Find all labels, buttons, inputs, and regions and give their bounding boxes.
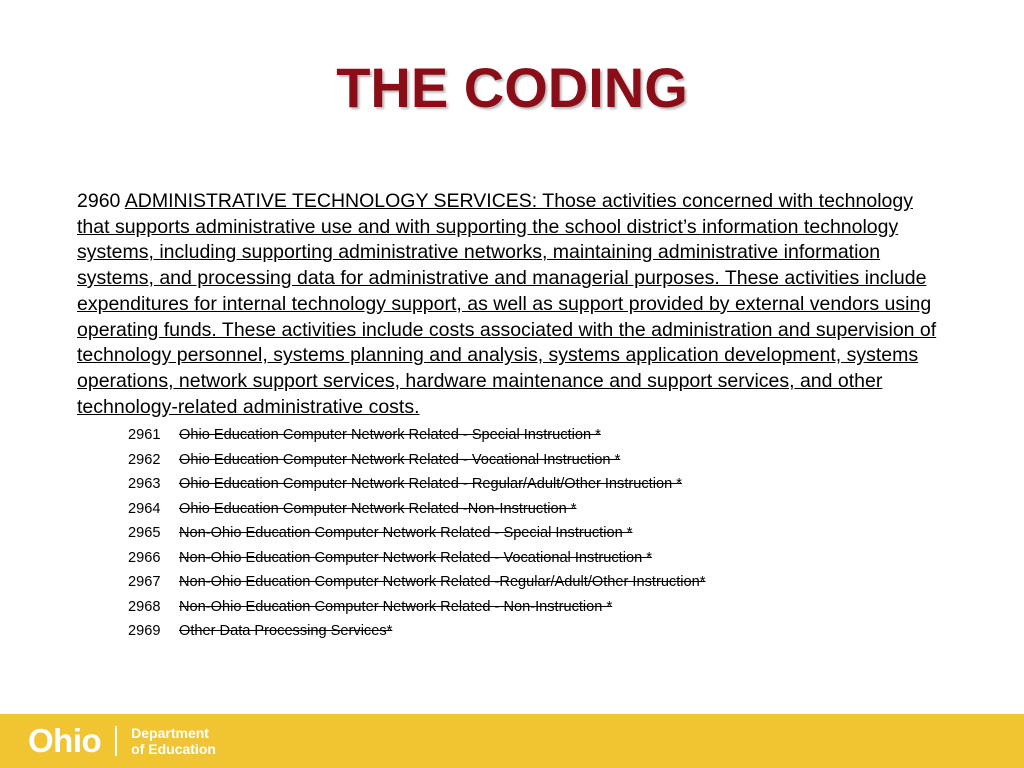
department-name [131, 725, 216, 757]
sub-item-label: Ohio Education Computer Network Related - Special Instruction * [179, 427, 601, 444]
sub-item [128, 497, 947, 522]
ohio-education-logo [28, 723, 216, 759]
sub-item-label: Non-Ohio Education Computer Network Related - Special Instruction * [179, 525, 633, 542]
sub-item-code: 2963 [128, 476, 161, 493]
sub-item-code: 2965 [128, 525, 161, 542]
sub-item [128, 570, 947, 595]
sub-item [128, 448, 947, 473]
ohio-wordmark: Ohio [28, 722, 102, 759]
department-line-1: Department [131, 725, 209, 741]
sub-item-label: Ohio Education Computer Network Related - Vocational Instruction * [179, 451, 621, 468]
sub-item-code: 2968 [128, 598, 161, 615]
sub-item-code: 2967 [128, 574, 161, 591]
sub-item-label: Non-Ohio Education Computer Network Related -Regular/Adult/Other Instruction* [179, 574, 706, 591]
logo-divider [115, 726, 117, 756]
department-line-2: of Education [131, 741, 216, 757]
sub-item [128, 546, 947, 571]
main-item-code: 2960 [77, 190, 121, 212]
main-item-description: ADMINISTRATIVE TECHNOLOGY SERVICES: Those activities concerned with technology that supports administrative use and with supporting the school district’s information technology systems, including supporting administrative networks, maintaining administrative information systems, and processing data for administrative and managerial purposes. These activities include expenditures for internal technology support, as well as support provided by external vendors using operating funds. These activities include costs associated with the administration and supervision of technology personnel, systems planning and analysis, systems application development, systems operations, network support services, hardware maintenance and support services, and other technology-related administrative costs. [77, 190, 937, 418]
sub-item-code: 2961 [128, 427, 161, 444]
sub-item-label: Ohio Education Computer Network Related - Regular/Adult/Other Instruction * [179, 476, 682, 493]
footer-bar [0, 714, 1024, 768]
sub-item-list [128, 423, 947, 644]
slide-content [77, 189, 947, 644]
sub-item-code: 2966 [128, 549, 161, 566]
sub-item-code: 2969 [128, 623, 161, 640]
sub-item [128, 595, 947, 620]
sub-item [128, 472, 947, 497]
sub-item [128, 619, 947, 644]
sub-item-code: 2964 [128, 500, 161, 517]
sub-item-label: Other Data Processing Services* [179, 623, 393, 640]
sub-item-label: Non-Ohio Education Computer Network Related - Vocational Instruction * [179, 549, 652, 566]
sub-item-code: 2962 [128, 451, 161, 468]
sub-item-label: Non-Ohio Education Computer Network Related - Non-Instruction * [179, 598, 613, 615]
main-item [77, 189, 947, 420]
sub-item [128, 521, 947, 546]
sub-item [128, 423, 947, 448]
slide-title: THE CODING [336, 56, 688, 119]
sub-item-label: Ohio Education Computer Network Related -Non-Instruction * [179, 500, 577, 517]
